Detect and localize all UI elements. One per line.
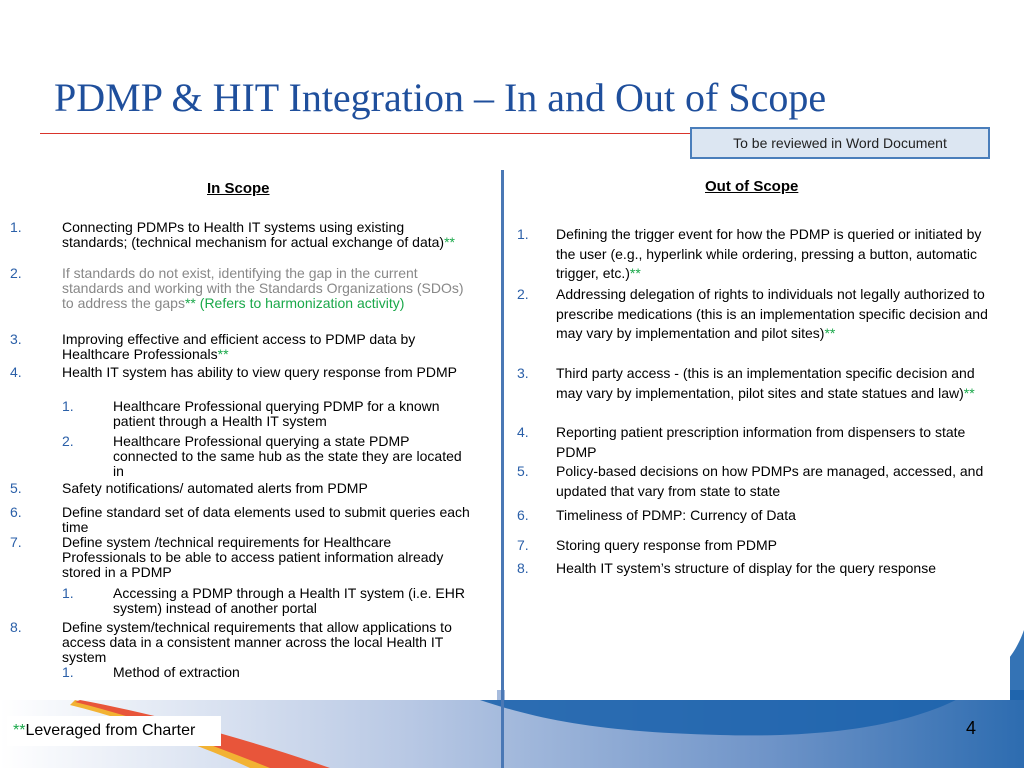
leveraged-marker: **	[629, 265, 641, 281]
list-item	[10, 265, 472, 311]
list-item	[517, 559, 1001, 579]
out-of-scope-panel	[505, 170, 1010, 700]
item-number: 4.	[10, 364, 22, 380]
item-text: Timeliness of PDMP: Currency of Data	[556, 507, 796, 523]
item-text: Define system /technical requirements for Healthcare Professionals to be able to access patient information already stored in a PDMP	[62, 534, 444, 580]
list-item	[517, 285, 1001, 344]
item-text: Healthcare Professional querying a state PDMP connected to the same hub as the state they are located in	[113, 433, 462, 479]
page-number: 4	[966, 718, 977, 738]
item-text: Method of extraction	[113, 664, 240, 680]
item-text: Safety notifications/ automated alerts from PDMP	[62, 480, 368, 496]
item-number: 5.	[10, 480, 22, 496]
in-scope-heading: In Scope	[207, 180, 270, 197]
item-text: Health IT system’s structure of display for the query response	[556, 560, 936, 576]
title-underline	[40, 133, 690, 134]
item-text: Addressing delegation of rights to individuals not legally authorized to prescribe medications (this is an implementation specific decision and may vary by implementation and pilot sites)	[556, 286, 988, 341]
list-item	[10, 504, 472, 535]
item-text: Connecting PDMPs to Health IT systems using existing standards; (technical mechanism for actual exchange of data)	[62, 219, 445, 250]
item-text: Health IT system has ability to view query response from PDMP	[62, 364, 458, 380]
item-text: Policy-based decisions on how PDMPs are managed, accessed, and updated that vary from state to state	[556, 463, 984, 499]
list-item	[10, 219, 472, 250]
item-text: If standards do not exist, identifying the gap in the current standards and working with the Standards Organizations (SDOs) to address the gaps	[62, 265, 464, 311]
column-divider	[501, 170, 504, 768]
item-text: Storing query response from PDMP	[556, 537, 777, 553]
leveraged-marker: **	[824, 325, 836, 341]
list-item	[517, 506, 1001, 526]
item-text: Healthcare Professional querying PDMP for a known patient through a Health IT system	[113, 398, 440, 429]
leveraged-marker: **	[963, 384, 975, 401]
list-item	[62, 585, 473, 616]
list-item	[62, 433, 473, 479]
list-item	[10, 331, 472, 362]
item-number: 7.	[10, 534, 22, 550]
item-number: 2.	[10, 265, 22, 281]
item-text: Third party access - (this is an implementation specific decision and may vary by implementation, pilot sites and state statues and law)	[556, 365, 975, 401]
item-number: 8.	[10, 619, 22, 635]
list-item	[10, 534, 472, 580]
item-number: 3.	[517, 365, 529, 381]
in-scope-panel	[0, 170, 497, 700]
footnote	[7, 716, 221, 746]
list-item	[62, 398, 473, 429]
item-number: 8.	[517, 560, 529, 576]
item-number: 1.	[10, 219, 22, 235]
item-note: (Refers to harmonization activity)	[195, 295, 405, 311]
item-text: Define system/technical requirements that allow applications to access data in a consistent manner across the local Health IT system	[62, 619, 452, 665]
list-item	[517, 536, 1001, 556]
list-item	[517, 423, 1001, 462]
footnote-text: Leveraged from Charter	[25, 722, 196, 739]
item-number: 1.	[62, 585, 74, 601]
list-item	[10, 364, 472, 380]
item-text: Improving effective and efficient access to PDMP data by Healthcare Professionals	[62, 331, 416, 362]
slide-title: PDMP & HIT Integration – In and Out of Scope	[54, 75, 827, 120]
list-item	[517, 462, 1001, 501]
leveraged-marker: **	[217, 346, 229, 362]
footnote-star: **	[13, 722, 26, 739]
item-text: Reporting patient prescription information from dispensers to state PDMP	[556, 424, 966, 460]
leveraged-marker: **	[184, 295, 196, 311]
list-item	[62, 664, 473, 680]
item-number: 2.	[517, 286, 529, 302]
leveraged-marker: **	[444, 234, 456, 250]
item-number: 2.	[62, 433, 74, 449]
item-text: Define standard set of data elements used to submit queries each time	[62, 504, 470, 535]
list-item	[517, 225, 1001, 284]
item-number: 7.	[517, 537, 529, 553]
item-number: 4.	[517, 424, 529, 440]
list-item	[10, 480, 472, 496]
item-number: 6.	[10, 504, 22, 520]
list-item	[10, 619, 472, 665]
item-number: 1.	[62, 664, 74, 680]
list-item	[517, 364, 1001, 403]
item-number: 1.	[517, 226, 529, 242]
item-number: 3.	[10, 331, 22, 347]
review-note-box: To be reviewed in Word Document	[690, 127, 990, 159]
item-number: 1.	[62, 398, 74, 414]
out-of-scope-heading: Out of Scope	[705, 178, 799, 195]
item-number: 6.	[517, 507, 529, 523]
item-text: Defining the trigger event for how the PDMP is queried or initiated by the user (e.g., hyperlink while ordering, pressing a button, automatic trigger, etc.)	[556, 226, 982, 281]
item-number: 5.	[517, 463, 529, 479]
item-text: Accessing a PDMP through a Health IT system (i.e. EHR system) instead of another portal	[113, 585, 465, 616]
